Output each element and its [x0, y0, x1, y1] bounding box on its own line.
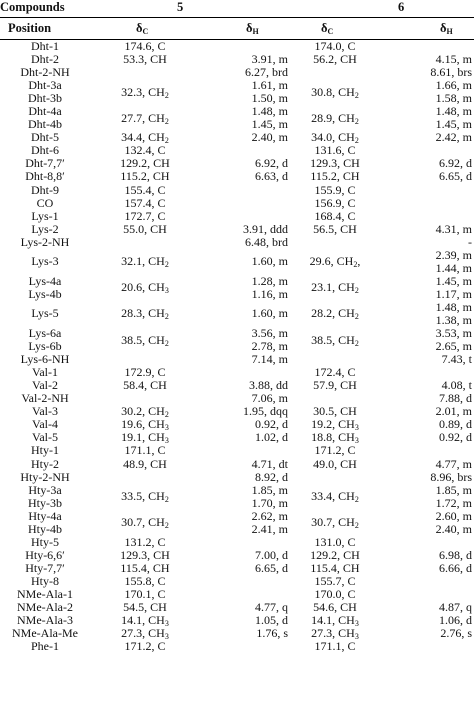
- delta-c-6-cell: 156.9, C: [314, 195, 356, 210]
- delta-h-5-cell: 1.95, dqq: [243, 404, 288, 419]
- delta-h-6-cell: 4.87, q: [439, 600, 472, 615]
- delta-c-6-cell: 115.2, CH: [310, 169, 360, 184]
- delta-c-6-cell: 30.5, CH: [313, 404, 357, 419]
- table-row: [0, 197, 474, 210]
- table-row: [0, 170, 474, 183]
- delta-c-5-cell: 115.4, CH: [120, 560, 170, 575]
- delta-h-6-cell: 4.15, m: [435, 52, 472, 67]
- position-cell: Val-1: [32, 365, 58, 380]
- table-row: [0, 144, 474, 157]
- delta-c-6-cell: 28.2, $CH_2$: [311, 306, 359, 322]
- delta-c-5-cell: 131.2, C: [124, 534, 166, 549]
- delta-c-6-cell: 14.1, $CH_3$: [311, 613, 359, 629]
- position-cell: Dht-2-NH: [20, 65, 70, 80]
- delta-h-5-cell: 7.06, m: [251, 391, 288, 406]
- delta-h-6-cell: 4.08, t: [441, 378, 472, 393]
- table-row: [0, 458, 474, 471]
- delta-subscript: C: [142, 27, 149, 36]
- delta-h-6-cell: 6.98, d: [439, 547, 472, 562]
- delta-c-5-cell: 58.4, CH: [123, 378, 167, 393]
- delta-c-5-cell: 33.5, $CH_2$: [121, 489, 169, 505]
- delta-c-5-cell: 14.1, $CH_3$: [121, 613, 169, 629]
- position-cell: Lys-3: [31, 254, 59, 269]
- delta-h-6-cell: 2.42, m: [435, 130, 472, 145]
- delta-c-6-cell: 18.8, $CH_3$: [311, 430, 359, 446]
- delta-c-6-cell: 155.9, C: [314, 182, 356, 197]
- table-body: [0, 40, 474, 653]
- delta-c-6-cell: 168.4, C: [314, 208, 356, 223]
- delta-h-6-cell: -: [468, 234, 472, 249]
- position-header: Position: [8, 21, 52, 35]
- delta-h-5-cell: 1.02, d: [255, 430, 288, 445]
- delta-h-5-cell: 1.60, m: [251, 254, 288, 269]
- delta-c-5-cell: 34.4, $CH_2$: [121, 130, 169, 146]
- delta-h-5-cell: 4.71, dt: [251, 456, 288, 471]
- delta-h-6-cell: 3.53, m 2.65, m: [435, 326, 472, 354]
- delta-c-6-cell: 129.2, CH: [310, 547, 360, 562]
- position-cell: NMe-Ala-2: [17, 600, 73, 615]
- delta-c-6-cell: 38.5, $CH_2$: [311, 332, 359, 348]
- delta-c-5-cell: 172.9, C: [124, 365, 166, 380]
- delta-h-5-cell: 2.62, m 2.41, m: [251, 508, 288, 536]
- delta-c-6-cell: 56.5, CH: [313, 221, 357, 236]
- delta-c-6-cell: 170.0, C: [314, 586, 356, 601]
- position-cell: Val-2: [32, 378, 58, 393]
- delta-h-6-cell: 2.39, m 1.44, m: [435, 247, 472, 275]
- position-cell: Hty-3a Hty-3b: [28, 482, 62, 510]
- compound-5-label: 5: [177, 0, 184, 14]
- table-row: [0, 418, 474, 431]
- delta-symbol: δ: [246, 21, 253, 35]
- delta-h-5-cell: 3.91, ddd: [243, 221, 288, 236]
- delta-subscript: H: [446, 27, 453, 36]
- delta-h-5-cell: 1.05, d: [255, 613, 288, 628]
- delta-h-5-cell: 2.40, m: [251, 130, 288, 145]
- delta-h-5-cell: 6.92, d: [255, 156, 288, 171]
- delta-c-5-cell: 155.4, C: [124, 182, 166, 197]
- position-cell: Val-3: [32, 404, 58, 419]
- position-cell: Dht-1: [31, 39, 59, 53]
- delta-h-6-cell: 6.92, d: [439, 156, 472, 171]
- delta-h-6-cell: 1.66, m 1.58, m: [435, 78, 472, 106]
- delta-h-6-cell: 1.48, m 1.45, m: [435, 104, 472, 132]
- table-row: [0, 536, 474, 549]
- delta-h-6-cell: 7.88, d: [439, 391, 472, 406]
- delta-c-5-cell: 129.3, CH: [120, 547, 170, 562]
- delta-h-5-cell: 1.76, s: [256, 626, 288, 641]
- delta-c-6-cell: 129.3, CH: [310, 156, 360, 171]
- delta-c-6-cell: 172.4, C: [314, 365, 356, 380]
- table-row: [0, 223, 474, 236]
- position-cell: Lys-4a Lys-4b: [28, 273, 62, 301]
- position-cell: Hty-8: [31, 573, 59, 588]
- delta-h-5-cell: 7.00, d: [255, 547, 288, 562]
- delta-symbol: δ: [136, 21, 143, 35]
- delta-h-6-cell: 1.85, m 1.72, m: [435, 482, 472, 510]
- delta-c-6-cell: 56.2, CH: [313, 52, 357, 67]
- delta-h-6-cell: 2.60, m 2.40, m: [435, 508, 472, 536]
- delta-c-6-cell: 115.4, CH: [310, 560, 360, 575]
- delta-c-5-cell: 55.0, CH: [123, 221, 167, 236]
- delta-h-5-cell: 3.88, dd: [249, 378, 288, 393]
- table-row: [0, 627, 474, 640]
- table-row: [0, 405, 474, 418]
- delta-c-5-cell: 170.1, C: [124, 586, 166, 601]
- delta-c-5-cell: 129.2, CH: [120, 156, 170, 171]
- delta-h-5-cell: 6.63, d: [255, 169, 288, 184]
- delta-c-5-cell: 30.2, $CH_2$: [121, 404, 169, 420]
- delta-c-6-cell: 155.7, C: [314, 573, 356, 588]
- position-cell: NMe-Ala-Me: [12, 626, 78, 641]
- table-row: [0, 379, 474, 392]
- position-cell: Lys-2-NH: [20, 234, 70, 249]
- delta-c-6-cell: 131.0, C: [314, 534, 356, 549]
- delta-symbol: δ: [440, 21, 447, 35]
- column-header-row: [0, 18, 474, 39]
- delta-c-5-cell: 171.2, C: [124, 639, 166, 654]
- table-row: [0, 549, 474, 562]
- delta-h-5-cell: 1.60, m: [251, 306, 288, 321]
- position-cell: Val-4: [32, 417, 58, 432]
- delta-c-5-cell: 38.5, $CH_2$: [121, 332, 169, 348]
- delta-h-5-cell: 1.28, m 1.16, m: [251, 273, 288, 301]
- delta-h-header-5: [246, 21, 259, 36]
- delta-h-6-cell: 7.43, t: [441, 352, 472, 367]
- delta-h-5-cell: 1.61, m 1.50, m: [251, 78, 288, 106]
- delta-h-5-cell: 3.56, m 2.78, m: [251, 326, 288, 354]
- delta-c-5-cell: 48.9, CH: [123, 456, 167, 471]
- delta-c-5-cell: 32.3, $CH_2$: [121, 84, 169, 100]
- delta-c-6-cell: 49.0, CH: [313, 456, 357, 471]
- delta-h-6-cell: 2.01, m: [435, 404, 472, 419]
- table-row: [0, 510, 474, 536]
- delta-c-6-cell: 174.0, C: [314, 39, 356, 53]
- table-row: [0, 210, 474, 223]
- delta-c-header-6: [321, 21, 333, 36]
- table-row: [0, 53, 474, 66]
- delta-c-6-cell: 30.7, $CH_2$: [311, 515, 359, 531]
- delta-c-5-cell: 132.4, C: [124, 143, 166, 158]
- position-cell: Dht-3a Dht-3b: [28, 78, 62, 106]
- delta-h-6-cell: 6.65, d: [439, 169, 472, 184]
- delta-h-5-cell: 8.92, d: [255, 469, 288, 484]
- delta-h-5-cell: 6.27, brd: [245, 65, 288, 80]
- table-row: [0, 327, 474, 353]
- table-row: [0, 184, 474, 197]
- delta-h-5-cell: 7.14, m: [251, 352, 288, 367]
- delta-c-5-cell: 115.2, CH: [120, 169, 170, 184]
- table-row: [0, 484, 474, 510]
- delta-c-6-cell: 171.2, C: [314, 443, 356, 458]
- table-row: [0, 562, 474, 575]
- delta-h-6-cell: 1.48, m 1.38, m: [435, 299, 472, 327]
- delta-c-5-cell: 174.6, C: [124, 39, 166, 53]
- table-row: [0, 157, 474, 170]
- table-row: [0, 471, 474, 484]
- position-cell: Hty-6,6′: [25, 547, 65, 562]
- delta-c-5-cell: 155.8, C: [124, 573, 166, 588]
- delta-h-6-cell: 8.61, brs: [430, 65, 472, 80]
- delta-h-header-6: [440, 21, 453, 36]
- table-row: [0, 105, 474, 131]
- delta-c-6-cell: 27.3, $CH_3$: [311, 626, 359, 642]
- delta-c-6-cell: 30.8, $CH_2$: [311, 84, 359, 100]
- delta-h-5-cell: 1.85, m 1.70, m: [251, 482, 288, 510]
- delta-h-6-cell: 0.89, d: [439, 417, 472, 432]
- compounds-header-row: [0, 0, 474, 17]
- table-row: [0, 301, 474, 327]
- position-cell: Lys-2: [31, 221, 59, 236]
- position-cell: Dht-9: [31, 182, 59, 197]
- delta-h-6-cell: 2.76, s: [440, 626, 472, 641]
- delta-h-6-cell: 1.45, m 1.17, m: [435, 273, 472, 301]
- delta-c-6-cell: 29.6, $CH_2$,: [309, 254, 361, 270]
- delta-c-5-cell: 171.1, C: [124, 443, 166, 458]
- table-row: [0, 249, 474, 275]
- table-row: [0, 431, 474, 444]
- position-cell: Hty-4a Hty-4b: [28, 508, 62, 536]
- position-cell: Lys-6a Lys-6b: [28, 326, 62, 354]
- delta-h-6-cell: 6.66, d: [439, 560, 472, 575]
- table-row: [0, 640, 474, 653]
- delta-c-5-cell: 53.3, CH: [123, 52, 167, 67]
- delta-c-6-cell: 171.1, C: [314, 639, 356, 654]
- position-cell: Hty-2-NH: [20, 469, 70, 484]
- compounds-label: Compounds: [0, 0, 65, 14]
- delta-c-5-cell: 27.7, $CH_2$: [121, 110, 169, 126]
- delta-c-6-cell: 23.1, $CH_2$: [311, 280, 359, 296]
- position-cell: NMe-Ala-3: [17, 613, 73, 628]
- delta-c-5-cell: 27.3, $CH_3$: [121, 626, 169, 642]
- delta-h-5-cell: 3.91, m: [251, 52, 288, 67]
- delta-c-5-cell: 20.6, $CH_3$: [121, 280, 169, 296]
- table-row: [0, 366, 474, 379]
- delta-c-5-cell: 30.7, $CH_2$: [121, 515, 169, 531]
- delta-c-6-cell: 33.4, $CH_2$: [311, 489, 359, 505]
- table-row: [0, 575, 474, 588]
- position-cell: Hty-2: [31, 456, 59, 471]
- delta-h-6-cell: 0.92, d: [439, 430, 472, 445]
- delta-h-6-cell: 1.06, d: [439, 613, 472, 628]
- position-cell: Lys-5: [31, 306, 59, 321]
- position-cell: Dht-6: [31, 143, 59, 158]
- table-row: [0, 66, 474, 79]
- delta-c-5-cell: 19.6, $CH_3$: [121, 417, 169, 433]
- table-row: [0, 444, 474, 457]
- delta-h-5-cell: 6.48, brd: [245, 234, 288, 249]
- delta-c-5-cell: 28.3, $CH_2$: [121, 306, 169, 322]
- delta-h-5-cell: 0.92, d: [255, 417, 288, 432]
- position-cell: Dht-5: [31, 130, 59, 145]
- delta-h-5-cell: 4.77, q: [255, 600, 288, 615]
- delta-c-header-5: [136, 21, 148, 36]
- position-cell: Dht-2: [31, 52, 59, 67]
- position-cell: Val-5: [32, 430, 58, 445]
- delta-h-5-cell: 6.65, d: [255, 560, 288, 575]
- position-cell: Hty-7,7′: [25, 560, 65, 575]
- table-row: [0, 40, 474, 53]
- delta-c-6-cell: 19.2, $CH_3$: [311, 417, 359, 433]
- delta-h-6-cell: 8.96, brs: [430, 469, 472, 484]
- table-row: [0, 275, 474, 301]
- table-row: [0, 392, 474, 405]
- delta-c-6-cell: 34.0, $CH_2$: [311, 130, 359, 146]
- table-row: [0, 353, 474, 366]
- position-cell: Dht-4a Dht-4b: [28, 104, 62, 132]
- delta-symbol: δ: [321, 21, 328, 35]
- delta-h-6-cell: 4.31, m: [435, 221, 472, 236]
- position-cell: Hty-1: [31, 443, 59, 458]
- position-cell: CO: [36, 195, 54, 210]
- delta-c-5-cell: 54.5, CH: [123, 600, 167, 615]
- delta-h-5-cell: 1.48, m 1.45, m: [251, 104, 288, 132]
- delta-c-5-cell: 172.7, C: [124, 208, 166, 223]
- position-cell: Phe-1: [31, 639, 59, 654]
- delta-subscript: C: [327, 27, 334, 36]
- delta-c-5-cell: 32.1, $CH_2$: [121, 254, 169, 270]
- delta-h-6-cell: 4.77, m: [435, 456, 472, 471]
- table-row: [0, 131, 474, 144]
- position-cell: Lys-6-NH: [20, 352, 70, 367]
- position-cell: Val-2-NH: [21, 391, 69, 406]
- table-row: [0, 236, 474, 249]
- delta-c-6-cell: 57.9, CH: [313, 378, 357, 393]
- position-cell: Hty-5: [31, 534, 59, 549]
- delta-c-6-cell: 28.9, $CH_2$: [311, 110, 359, 126]
- delta-c-5-cell: 19.1, $CH_3$: [121, 430, 169, 446]
- position-cell: Dht-8,8′: [25, 169, 65, 184]
- compound-6-label: 6: [398, 0, 405, 14]
- position-cell: Dht-7,7′: [25, 156, 65, 171]
- delta-subscript: H: [252, 27, 259, 36]
- table-row: [0, 79, 474, 105]
- position-cell: Lys-1: [31, 208, 59, 223]
- delta-c-6-cell: 131.6, C: [314, 143, 356, 158]
- position-cell: NMe-Ala-1: [17, 586, 73, 601]
- delta-c-6-cell: 54.6, CH: [313, 600, 357, 615]
- delta-c-5-cell: 157.4, C: [124, 195, 166, 210]
